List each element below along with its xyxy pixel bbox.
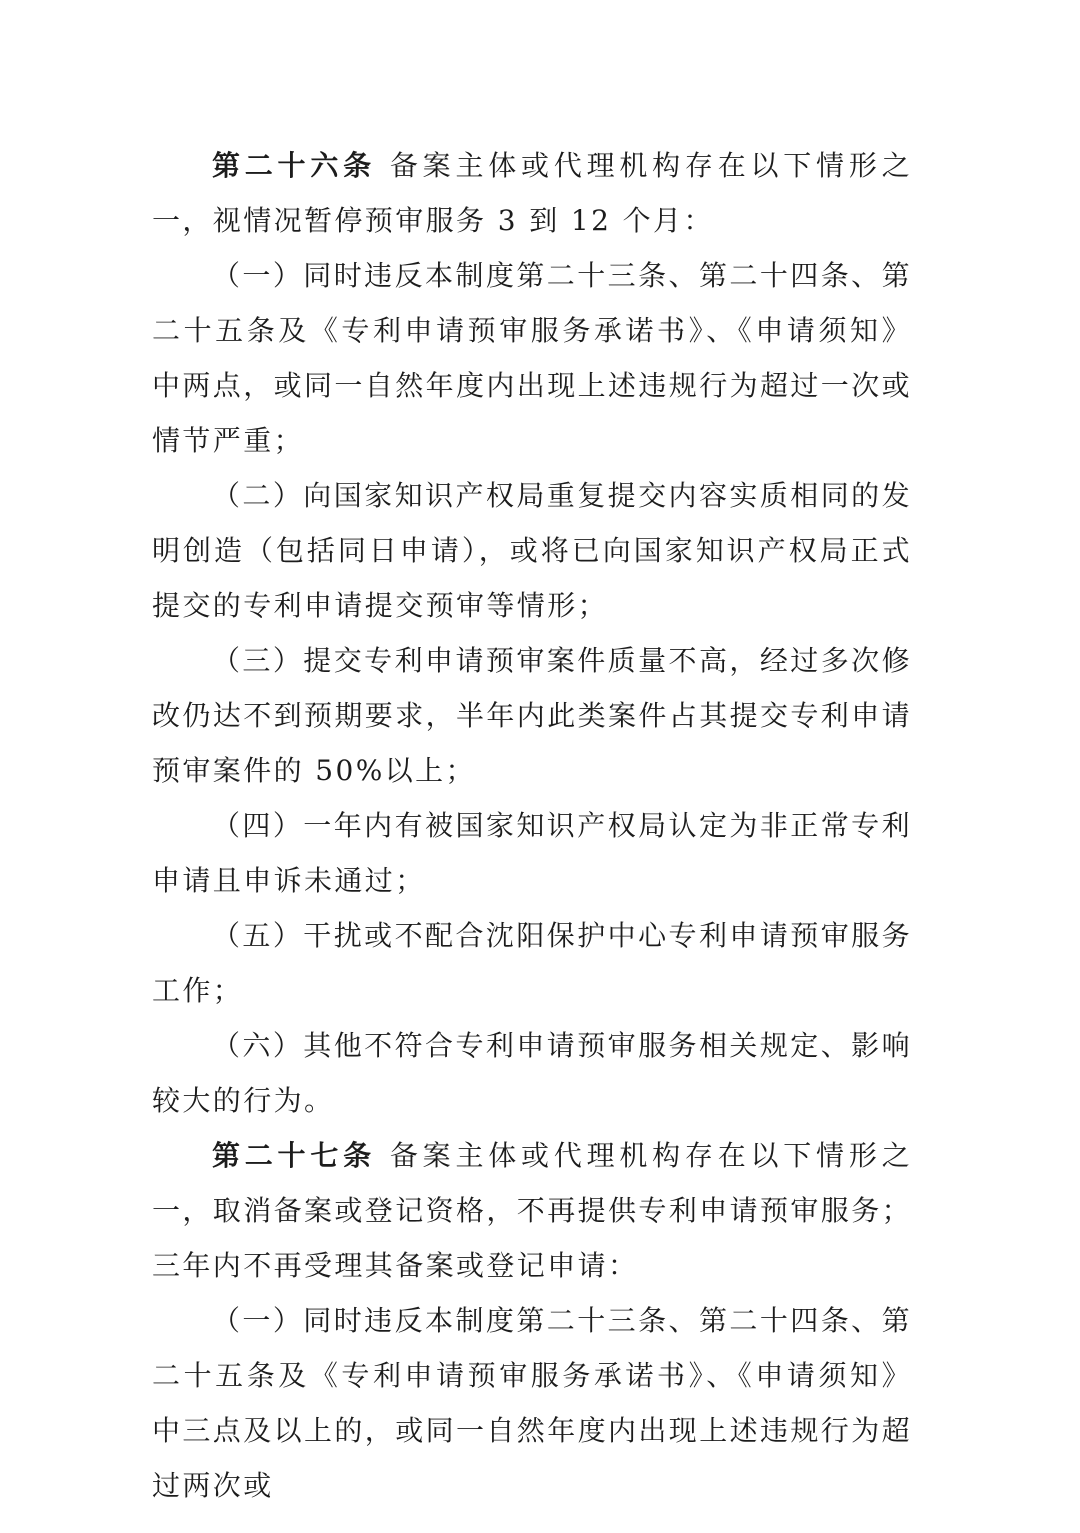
article-26-item-5: （五）干扰或不配合沈阳保护中心专利申请预审服务工作； (152, 919, 912, 1007)
article-26-item-2: （二）向国家知识产权局重复提交内容实质相同的发明创造（包括同日申请），或将已向国家知识产权局正式提交的专利申请提交预审等情形； (152, 479, 912, 622)
article-26-intro-text: 备案主体或代理机构存在以下情形之一，视情况暂停预审服务 3 到 12 个月： (152, 149, 912, 237)
article-27-item-1: （一）同时违反本制度第二十三条、第二十四条、第二十五条及《专利申请预审服务承诺书》、《申请须知》中三点及以上的，或同一自然年度内出现上述违规行为超过两次或 (152, 1304, 913, 1502)
article-26-title: 第二十六条 (212, 149, 376, 182)
document-body (152, 138, 912, 1513)
article-27-intro (152, 1128, 912, 1293)
article-26-intro (152, 138, 912, 248)
article-26-item-3: （三）提交专利申请预审案件质量不高，经过多次修改仍达不到预期要求，半年内此类案件占其提交专利申请预审案件的 50%以上； (152, 644, 913, 787)
article-26-item-4: （四）一年内有被国家知识产权局认定为非正常专利申请且申诉未通过； (152, 809, 912, 897)
article-27-intro-text: 备案主体或代理机构存在以下情形之一，取消备案或登记资格，不再提供专利申请预审服务；三年内不再受理其备案或登记申请： (152, 1139, 913, 1282)
article-27-title: 第二十七条 (212, 1139, 376, 1172)
article-26-item-6: （六）其他不符合专利申请预审服务相关规定、影响较大的行为。 (152, 1029, 912, 1117)
article-26-item-1: （一）同时违反本制度第二十三条、第二十四条、第二十五条及《专利申请预审服务承诺书》、《申请须知》中两点，或同一自然年度内出现上述违规行为超过一次或情节严重； (152, 259, 913, 457)
